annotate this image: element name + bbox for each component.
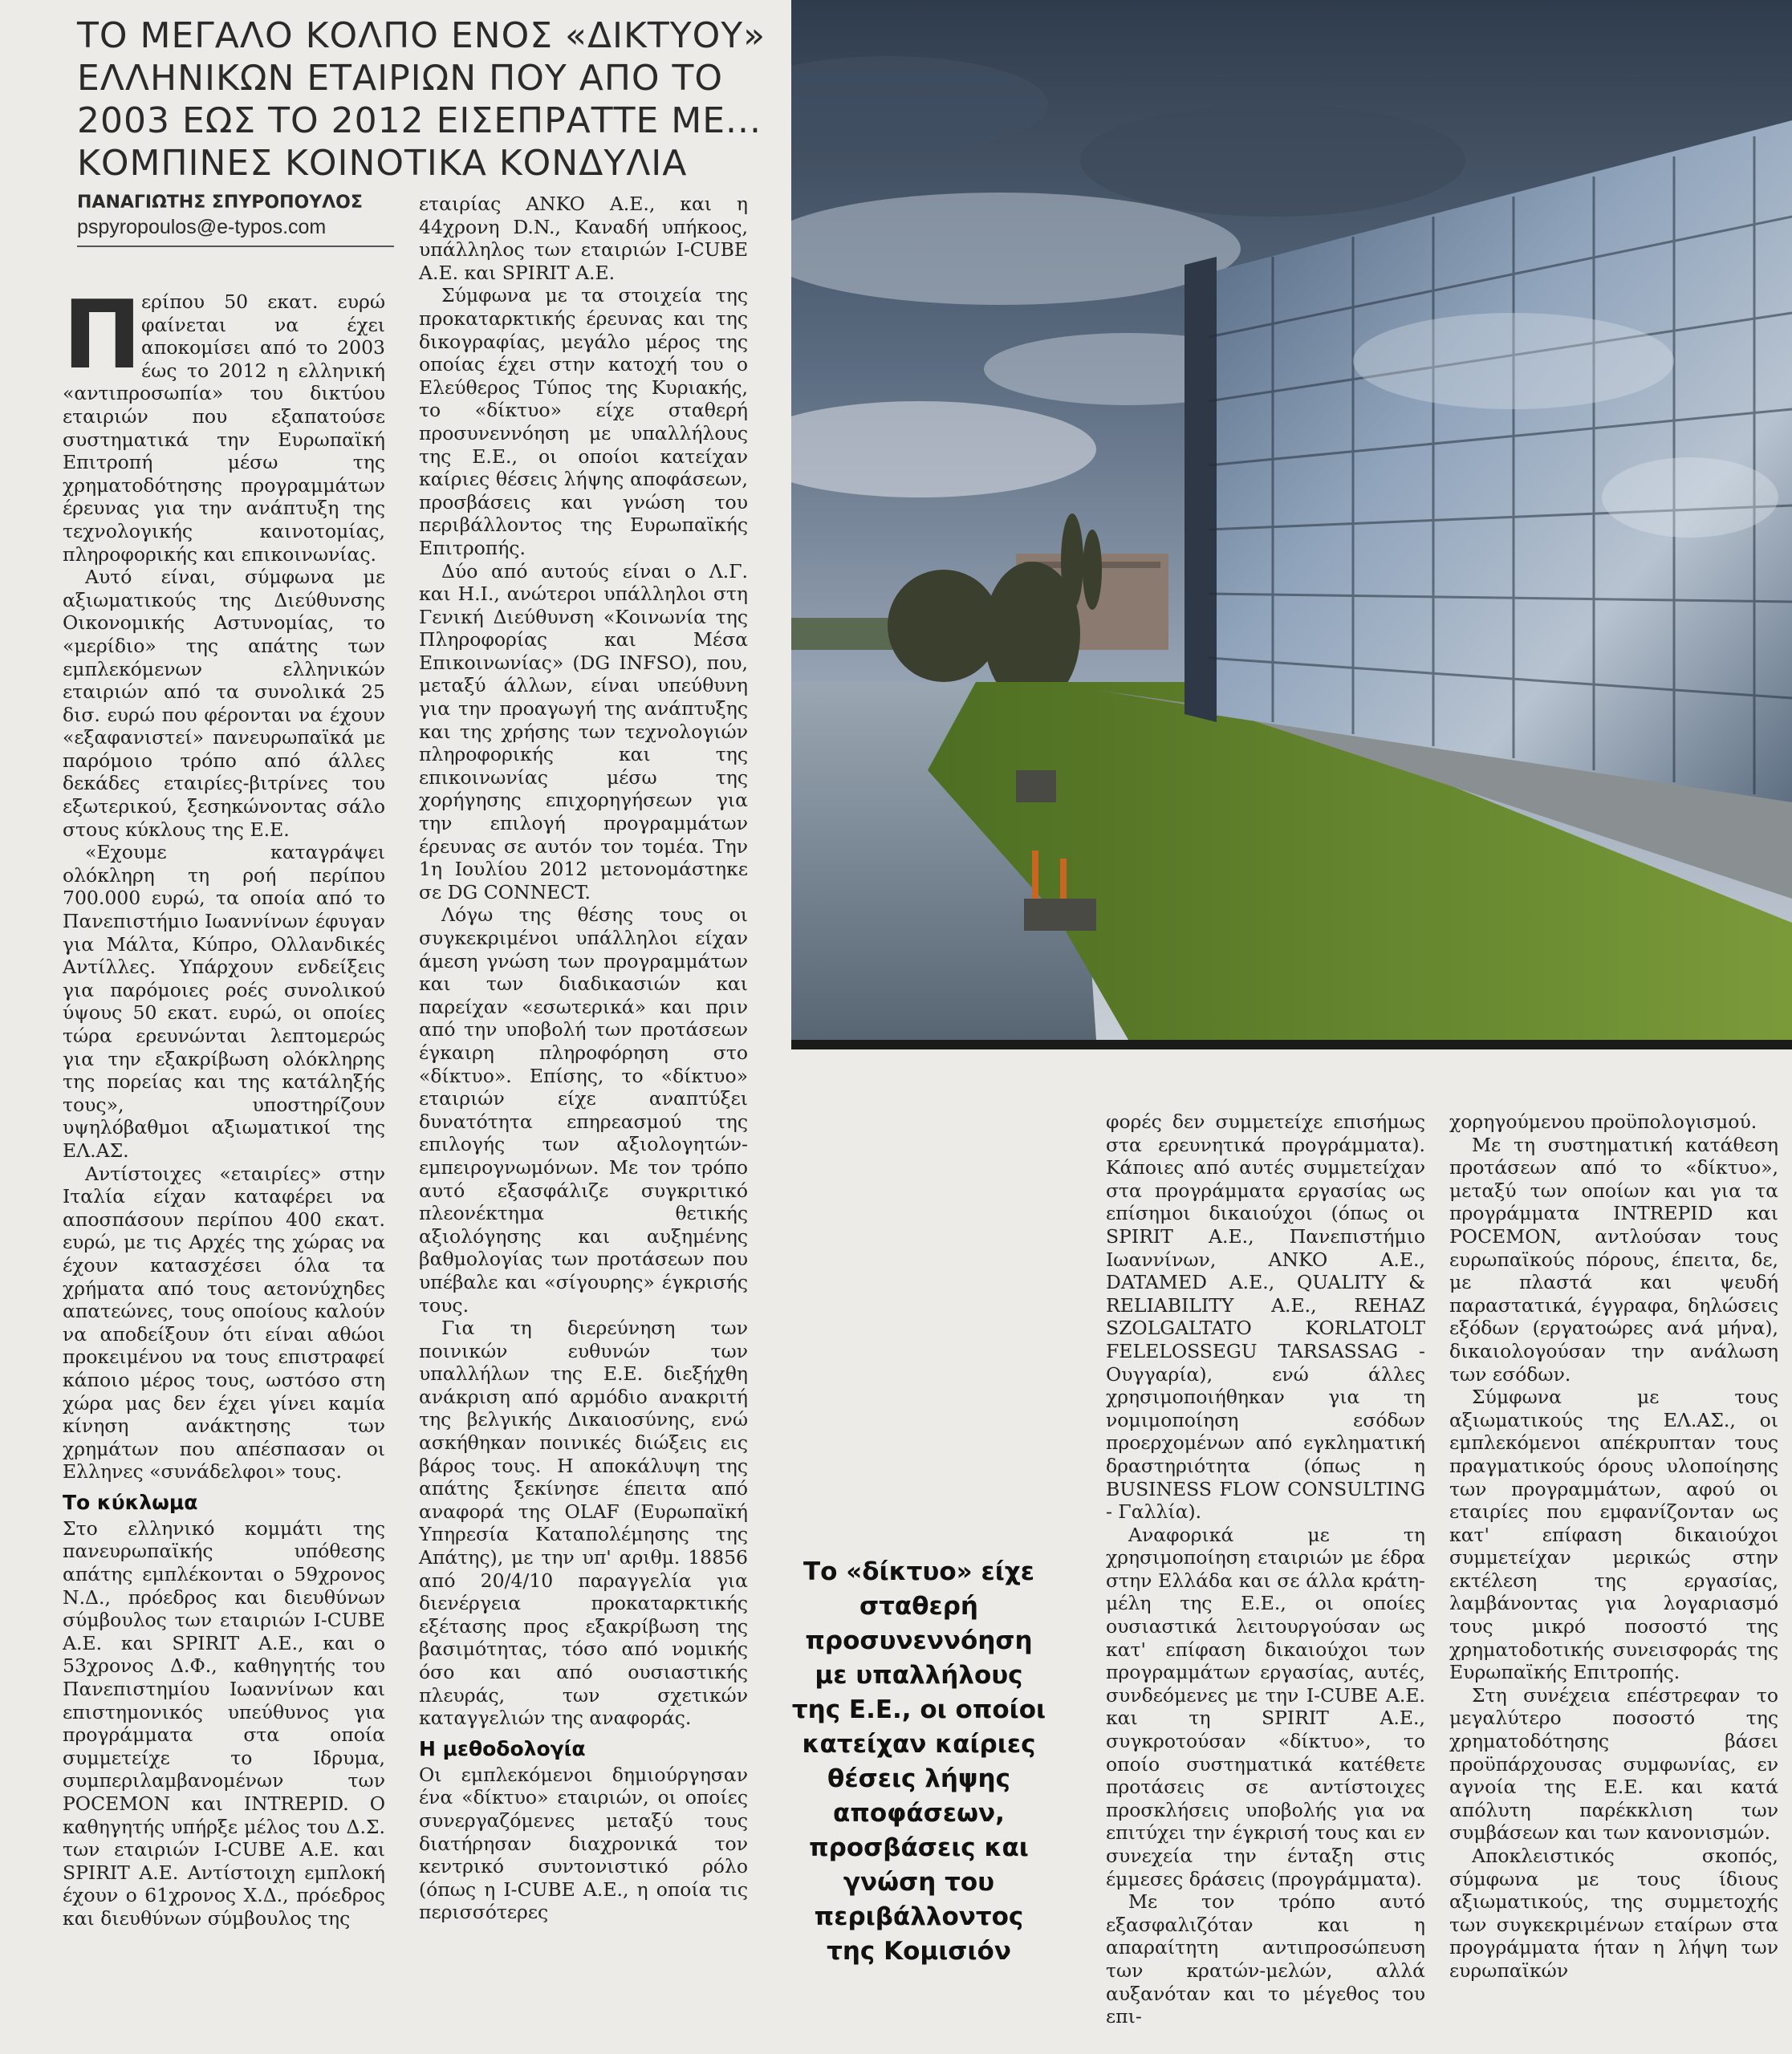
paragraph: Στη συνέχεια επέστρεφαν το μεγαλύτερο ποσοστό της χρηματοδότησης βάσει προϋπάρχουσας συμφωνίας, εν αγνοία της Ε.Ε. και κατά απόλυτη παρέκκλιση των συμβάσεων και των κανονισμών. (1449, 1683, 1778, 1845)
column-1 (63, 279, 385, 1930)
paragraph: εταιρίας ANKO A.E., και η 44χρονη D.N., Καναδή υπήκοος, υπάλληλος των εταιριών I-CUBE A.E. και SPIRIT A.E. (419, 193, 748, 284)
column-2 (419, 193, 748, 1924)
paragraph: χορηγούμενου προϋπολογισμού. (1449, 1110, 1757, 1133)
subheading-circle: Το κύκλωμα (63, 1490, 198, 1514)
bleed-through-text (1067, 1049, 1792, 1098)
paragraph: Με τη συστηματική κατάθεση προτάσεων από το «δίκτυο», μεταξύ των οποίων και για τα προγράμματα INTREPID και POCEMON, αντλούσαν τους ευρωπαϊκούς πόρους, έπειτα, δε, με πλαστά και ψευδή παραστατικά, έγγραφα, δηλώσεις εξόδων (εργατοώρες ανά μήνα), δικαιολογούσαν την ανάλωση των εσόδων. (1449, 1133, 1778, 1386)
paragraph: φορές δεν συμμετείχε επισήμως στα ερευνητικά προγράμματα). Κάποιες από αυτές συμμετείχαν στα προγράμματα εργασίας ως επίσημοι δικαιούχοι (όπως οι SPIRIT A.E., Πανεπιστήμιο Ιωαννίνων, ANKO A.E., DATAMED A.E., QUALITY & RELIABILITY A.E., REHAZ SZOLGALTATO KORLATOLT FELELOSSEGU TARSASSAG - Ουγγαρία), ενώ άλλες χρησιμοποιήθηκαν για τη νομιμοποίηση εσόδων προερχομένων από εγκληματική δραστηριότητα (όπως η BUSINESS FLOW CONSULTING - Γαλλία). (1106, 1110, 1425, 1524)
pull-quote: Το «δίκτυο» είχε σταθερή προσυνεννόηση με υπαλλήλους της Ε.Ε., οι οποίοι κατείχαν καίριες θέσεις λήψης αποφάσεων, προσβάσεις και γνώση του περιβάλλοντος της Κομισιόν (791, 1557, 1046, 1966)
paragraph: Δύο από αυτούς είναι ο Λ.Γ. και Η.Ι., ανώτεροι υπάλληλοι στη Γενική Διεύθυνση «Κοινωνία της Πληροφορίας και Μέσα Επικοινωνίας» (DG INFSO), που, μεταξύ άλλων, είναι υπεύθυνη για την προαγωγή της ανάπτυξης και της χρήσης των τεχνολογιών πληροφορικής και της επικοινωνίας μέσω της χορήγησης επιχορηγήσεων για την επιλογή προγραμμάτων έρευνας σε αυτόν τον τομέα. Την 1η Ιουλίου 2012 μετονομάστηκε σε DG CONNECT. (419, 559, 748, 903)
byline (77, 193, 394, 247)
paragraph: «Εχουμε καταγράψει ολόκληρη τη ροή περίπου 700.000 ευρώ, τα οποία από το Πανεπιστήμιο Ιωαννίνων έφυγαν για Μάλτα, Κύπρο, Ολλανδικές Αντίλλες. Υπάρχουν ενδείξεις για παρόμοιες ροές συνολικού ύψους 50 εκατ. ευρώ, οι οποίες τώρα ερευνώνται λεπτομερώς για την εξακρίβωση ολόκληρης της πορείας και της κατάληξής τους», υποστηρίζουν υψηλόβαθμοι αξιωματικοί της ΕΛ.ΑΣ. (63, 841, 385, 1162)
paragraph: Με τον τρόπο αυτό εξασφαλιζόταν και η απαραίτητη αντιπροσώπευση των κρατών-μελών, αλλά αυξανόταν και το μέγεθος του επι- (1106, 1890, 1425, 2028)
paragraph: Αναφορικά με τη χρησιμοποίηση εταιριών με έδρα στην Ελλάδα και σε άλλα κράτη-μέλη της Ε.Ε., οι οποίες ουσιαστικά λειτουργούσαν ως κατ' επίφαση δικαιούχοι των προγραμμάτων εργασίας, αυτές, συνδεόμενες με την I-CUBE A.E. και τη SPIRIT A.E., συγκροτούσαν «δίκτυο», το οποίο συστηματικά κατέθετε προτάσεις σε αντίστοιχες προσκλήσεις υποβολής για να επιτύχει την έγκρισή τους και εν συνεχεία την ένταξη στις έμμεσες δράσεις (προγράμματα). (1106, 1523, 1425, 1890)
paragraph: Σύμφωνα με τα στοιχεία της προκαταρκτικής έρευνας και της δικογραφίας, μεγάλο μέρος της οποίας έχει στην κατοχή του ο Ελεύθερος Τύπος της Κυριακής, το «δίκτυο» είχε σταθερή προσυνεννόηση με υπαλλήλους της Ε.Ε., οι οποίοι κατείχαν καίριες θέσεις λήψης αποφάσεων, προσβάσεις και γνώση του περιβάλλοντος της Ευρωπαϊκής Επιτροπής. (419, 284, 748, 559)
author-email: pspyropoulos@e-typos.com (77, 216, 327, 238)
column-3 (1106, 1110, 1425, 2028)
paragraph: Αυτό είναι, σύμφωνα με αξιωματικούς της Διεύθυνσης Οικονομικής Αστυνομίας, το «μερίδιο» της απάτης των εμπλεκόμενων ελληνικών εταιριών από τα συνολικά 25 δισ. ευρώ που φέρονται να έχουν «εξαφανιστεί» πανευρωπαϊκά με παρόμοιο τρόπο από άλλες δεκάδες εταιρίες-βιτρίνες του εξωτερικού, ξεσηκώνοντας σάλο στους κύκλους της Ε.Ε. (63, 566, 385, 841)
paragraph: Αποκλειστικός σκοπός, σύμφωνα με τους ίδιους αξιωματικούς, της συμμετοχής των συγκεκριμένων εταίρων στα προγράμματα ήταν η λήψη των ευρωπαϊκών (1449, 1845, 1778, 1982)
parliament-photo (791, 0, 1792, 1040)
paragraph: Αντίστοιχες «εταιρίες» στην Ιταλία είχαν καταφέρει να αποσπάσουν περίπου 400 εκατ. ευρώ, με τις Αρχές της χώρας να έχουν κατασχέσει όλα τα χρήματα από τους αετονύχηδες απατεώνες, τους οποίους καλούν να αποδείξουν ότι είναι αθώοι προκειμένου να τους επιστραφεί κάποιο μέρος τους, ωστόσο στη χώρα μας δεν έχει γίνει καμία κίνηση ανάκτησης των χρημάτων που απέσπασαν οι Ελληνες «συνάδελφοι» τους. (63, 1162, 385, 1484)
paragraph: ερίπου 50 εκατ. ευρώ φαίνεται να έχει αποκομίσει από το 2003 έως το 2012 η ελληνική «αντιπροσωπία» του δικτύου εταιριών που εξαπατούσε συστηματικά την Ευρωπαϊκή Επιτροπή μέσω της χρηματοδότησης προγραμμάτων έρευνας για την ανάπτυξη της τεχνολογικής καινοτομίας, πληροφορικής και επικοινωνίας. (63, 290, 385, 566)
subheading-methodology: Η μεθοδολογία (419, 1736, 586, 1760)
paragraph: Σύμφωνα με τους αξιωματικούς της ΕΛ.ΑΣ., οι εμπλεκόμενοι απέκρυπταν τους πραγματικούς όρους υλοποίησης των προγραμμάτων, αφού οι εταιρίες που εμφανίζονταν ως κατ' επίφαση δικαιούχοι συμμετείχαν μερικώς στην εκτέλεση της εργασίας, λαμβάνοντας για λογαριασμό τους μικρό ποσοστό της χρηματοδοτικής συνεισφοράς της Ευρωπαϊκής Επιτροπής. (1449, 1386, 1778, 1684)
photo-rule (791, 1040, 1792, 1049)
paragraph: Οι εμπλεκόμενοι δημιούργησαν ένα «δίκτυο» εταιριών, οι οποίες συνεργαζόμενες μεταξύ τους διατήρησαν διαχρονικά τον κεντρικό συντονιστικό ρόλο (όπως η I-CUBE A.E., η οποία τις περισσότερες (419, 1763, 748, 1924)
drop-cap: Π (63, 279, 142, 390)
column-4 (1449, 1110, 1778, 1983)
article-headline: ΤΟ ΜΕΓΑΛΟ ΚΟΛΠΟ ΕΝΟΣ «ΔΙΚΤΥΟΥ» ΕΛΛΗΝΙΚΩΝ ΕΤΑΙΡΙΩΝ ΠΟΥ ΑΠΟ ΤΟ 2003 ΕΩΣ ΤΟ 2012 ΕΙΣΕΠΡΑΤΤΕ ΜΕ... ΚΟΜΠΙΝΕΣ ΚΟΙΝΟΤΙΚΑ ΚΟΝΔΥΛΙΑ (77, 15, 766, 184)
paragraph: Στο ελληνικό κομμάτι της πανευρωπαϊκής υπόθεσης απάτης εμπλέκονται ο 59χρονος Ν.Δ., πρόεδρος και διευθύνων σύμβουλος των εταιριών I-CUBE A.E. και SPIRIT A.E., και ο 53χρονος Δ.Φ., καθηγητής του Πανεπιστημίου Ιωαννίνων και επιστημονικός υπεύθυνος για προγράμματα στα οποία συμμετείχε το Ιδρυμα, συμπεριλαμβανομένων των POCEMON και INTREPID. Ο καθηγητής υπήρξε μέλος του Δ.Σ. των εταιριών I-CUBE A.E. και SPIRIT A.E. Αντίστοιχη εμπλοκή έχουν ο 61χρονος Χ.Δ., πρόεδρος και διευθύνων σύμβουλος της (63, 1516, 385, 1930)
paragraph: Για τη διερεύνηση των ποινικών ευθυνών των υπαλλήλων της Ε.Ε. διεξήχθη ανάκριση από αρμόδιο ανακριτή της βελγικής Δικαιοσύνης, ενώ ασκήθηκαν ποινικές διώξεις εις βάρος τους. Η αποκάλυψη της απάτης ξεκίνησε έπειτα από αναφορά της OLAF (Ευρωπαϊκή Υπηρεσία Καταπολέμησης της Απάτης), με την υπ' αριθμ. 18856 από 20/4/10 παραγγελία για διενέργεια προκαταρκτικής εξέτασης προς εξακρίβωση της βασιμότητας, τόσο από νομικής όσο και από ουσιαστικής πλευράς, των σχετικών καταγγελιών της αναφοράς. (419, 1317, 748, 1730)
author-name: ΠΑΝΑΓΙΩΤΗΣ ΣΠΥΡΟΠΟΥΛΟΣ (77, 193, 363, 213)
paragraph: Λόγω της θέσης τους οι συγκεκριμένοι υπάλληλοι είχαν άμεση γνώση των προγραμμάτων και των διαδικασιών και παρείχαν «εσωτερικά» και πριν από την υποβολή των προτάσεων έγκαιρη πληροφόρηση στο «δίκτυο». Επίσης, το «δίκτυο» εταιριών είχε αναπτύξει δυνατότητα επηρεασμού της επιλογής των αξιολογητών-εμπειρογνωμόνων. Με τον τρόπο αυτό εξασφάλιζε συγκριτικό πλεονέκτημα θετικής αξιολόγησης και αυξημένης βαθμολογίας των προτάσεων που υπέβαλε και «σίγουρης» έγκρισής τους. (419, 903, 748, 1317)
